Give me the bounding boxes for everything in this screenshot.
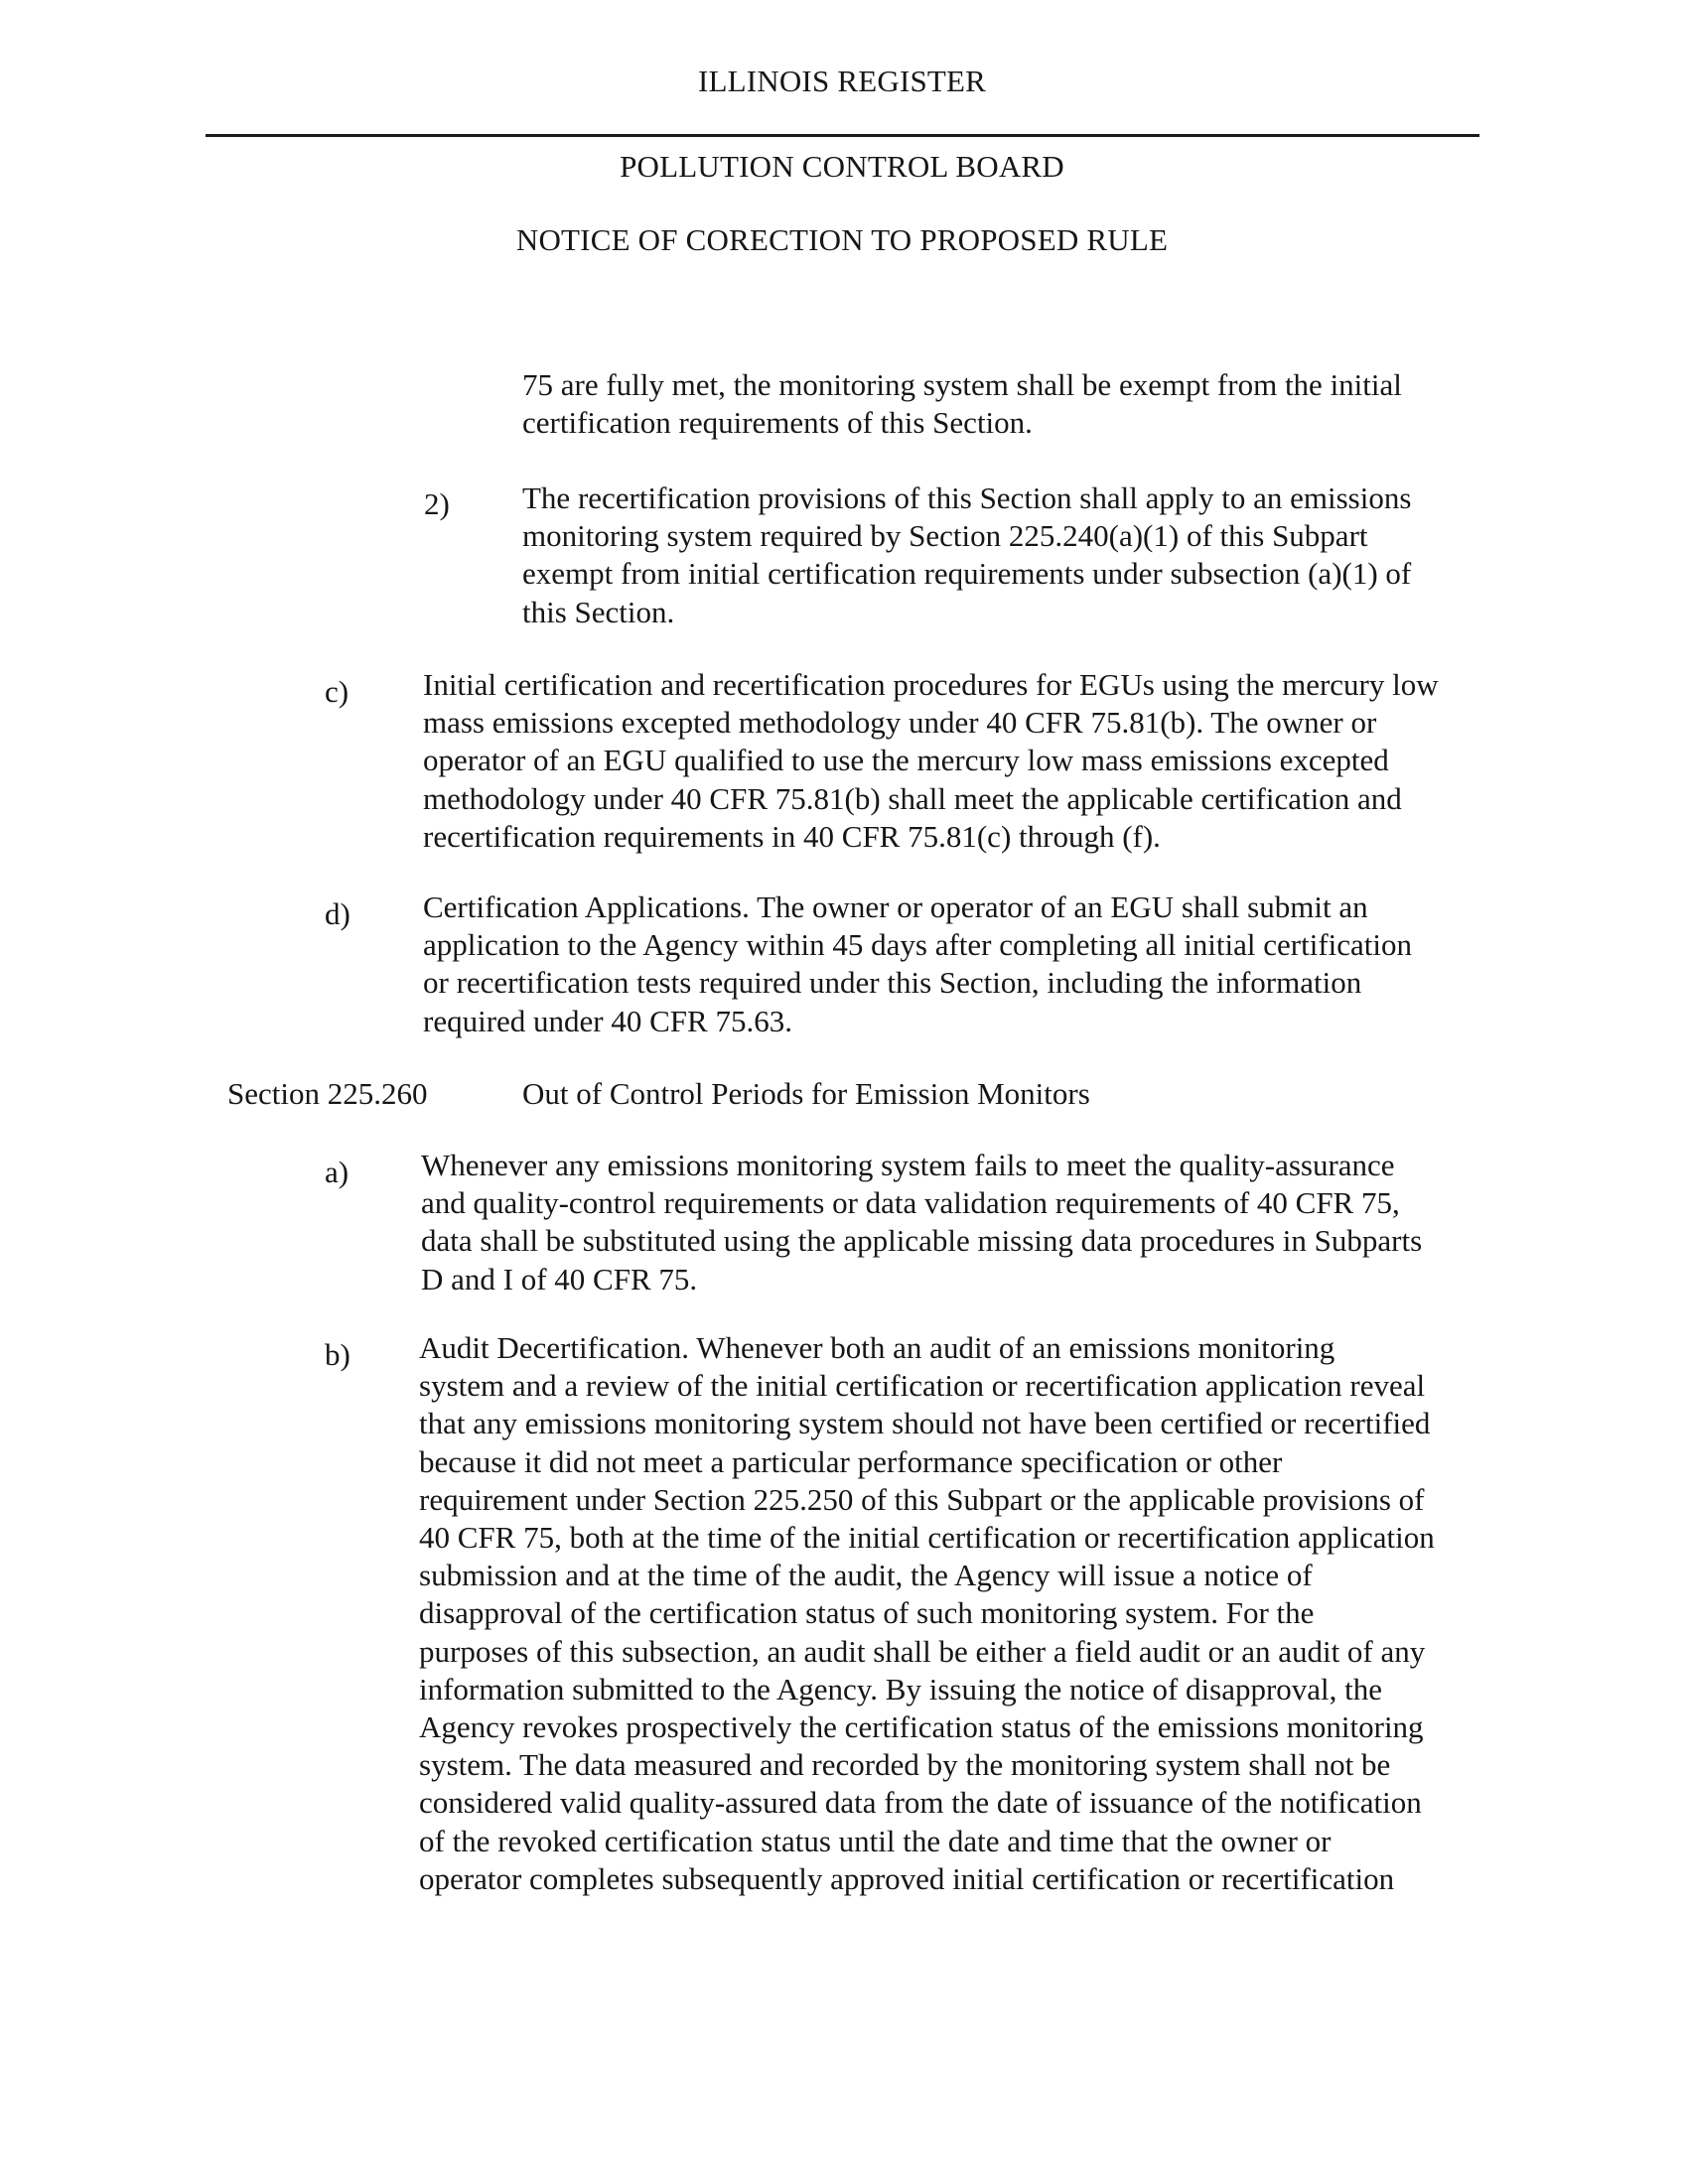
item-b-paragraph — [419, 1329, 1435, 1898]
text-line: required under 40 CFR 75.63. — [423, 1003, 792, 1038]
text-line: purposes of this subsection, an audit shall be either a field audit or an audit of any — [419, 1633, 1426, 1669]
text-line: and quality-control requirements or data validation requirements of 40 CFR 75, — [421, 1185, 1400, 1221]
item-c-paragraph — [423, 666, 1439, 856]
item-label-c: c) — [325, 674, 350, 709]
section-title: Out of Control Periods for Emission Monitors — [522, 1076, 1090, 1111]
item-label-2: 2) — [424, 486, 450, 521]
text-line: 75 are fully met, the monitoring system shall be exempt from the initial — [522, 367, 1402, 402]
text-line: operator of an EGU qualified to use the mercury low mass emissions excepted — [423, 743, 1389, 778]
text-line: that any emissions monitoring system should not have been certified or recertified — [419, 1406, 1431, 1441]
text-line: operator completes subsequently approved initial certification or recertification — [419, 1860, 1395, 1896]
text-line: this Section. — [522, 594, 675, 629]
text-line: system. The data measured and recorded by the monitoring system shall not be — [419, 1747, 1391, 1783]
text-line: Agency revokes prospectively the certification status of the emissions monitoring — [419, 1709, 1424, 1745]
text-line: Certification Applications. The owner or operator of an EGU shall submit an — [423, 889, 1368, 924]
text-line: methodology under 40 CFR 75.81(b) shall meet the applicable certification and — [423, 780, 1402, 816]
item-2-paragraph — [522, 479, 1411, 631]
item-a-paragraph — [421, 1147, 1422, 1298]
continuation-paragraph — [522, 366, 1402, 442]
text-line: D and I of 40 CFR 75. — [421, 1261, 698, 1297]
text-line: of the revoked certification status until the date and time that the owner or — [419, 1823, 1332, 1858]
text-line: The recertification provisions of this Section shall apply to an emissions — [522, 480, 1412, 515]
section-number: Section 225.260 — [227, 1076, 428, 1111]
text-line: 40 CFR 75, both at the time of the initial certification or recertification application — [419, 1520, 1435, 1556]
item-label-b: b) — [325, 1337, 351, 1372]
header-rule — [206, 134, 1479, 137]
agency-title: POLLUTION CONTROL BOARD — [620, 149, 1064, 184]
text-line: submission and at the time of the audit, the Agency will issue a notice of — [419, 1558, 1313, 1593]
text-line: recertification requirements in 40 CFR 75.81(c) through (f). — [423, 818, 1161, 854]
text-line: monitoring system required by Section 225.240(a)(1) of this Subpart — [522, 518, 1368, 554]
text-line: mass emissions excepted methodology under 40 CFR 75.81(b). The owner or — [423, 705, 1377, 741]
text-line: or recertification tests required under this Section, including the information — [423, 965, 1362, 1001]
text-line: Whenever any emissions monitoring system fails to meet the quality-assurance — [421, 1148, 1395, 1182]
text-line: exempt from initial certification requirements under subsection (a)(1) of — [522, 556, 1412, 592]
text-line: certification requirements of this Section. — [522, 405, 1033, 441]
text-line: considered valid quality-assured data from the date of issuance of the notification — [419, 1785, 1422, 1821]
text-line: because it did not meet a particular performance specification or other — [419, 1443, 1283, 1479]
text-line: requirement under Section 225.250 of this Subpart or the applicable provisions of — [419, 1481, 1425, 1517]
text-line: data shall be substituted using the applicable missing data procedures in Subparts — [421, 1223, 1423, 1259]
text-line: application to the Agency within 45 days after completing all initial certification — [423, 927, 1413, 963]
item-d-paragraph — [423, 888, 1412, 1040]
text-line: disapproval of the certification status of such monitoring system. For the — [419, 1595, 1315, 1631]
text-line: Audit Decertification. Whenever both an audit of an emissions monitoring — [419, 1330, 1335, 1365]
item-label-d: d) — [325, 896, 351, 931]
notice-title: NOTICE OF CORECTION TO PROPOSED RULE — [515, 222, 1169, 257]
item-label-a: a) — [325, 1155, 350, 1189]
text-line: system and a review of the initial certification or recertification application reveal — [419, 1368, 1426, 1404]
text-line: information submitted to the Agency. By issuing the notice of disapproval, the — [419, 1671, 1383, 1706]
register-title: ILLINOIS REGISTER — [697, 64, 987, 98]
text-line: Initial certification and recertification procedures for EGUs using the mercury low — [423, 667, 1439, 702]
